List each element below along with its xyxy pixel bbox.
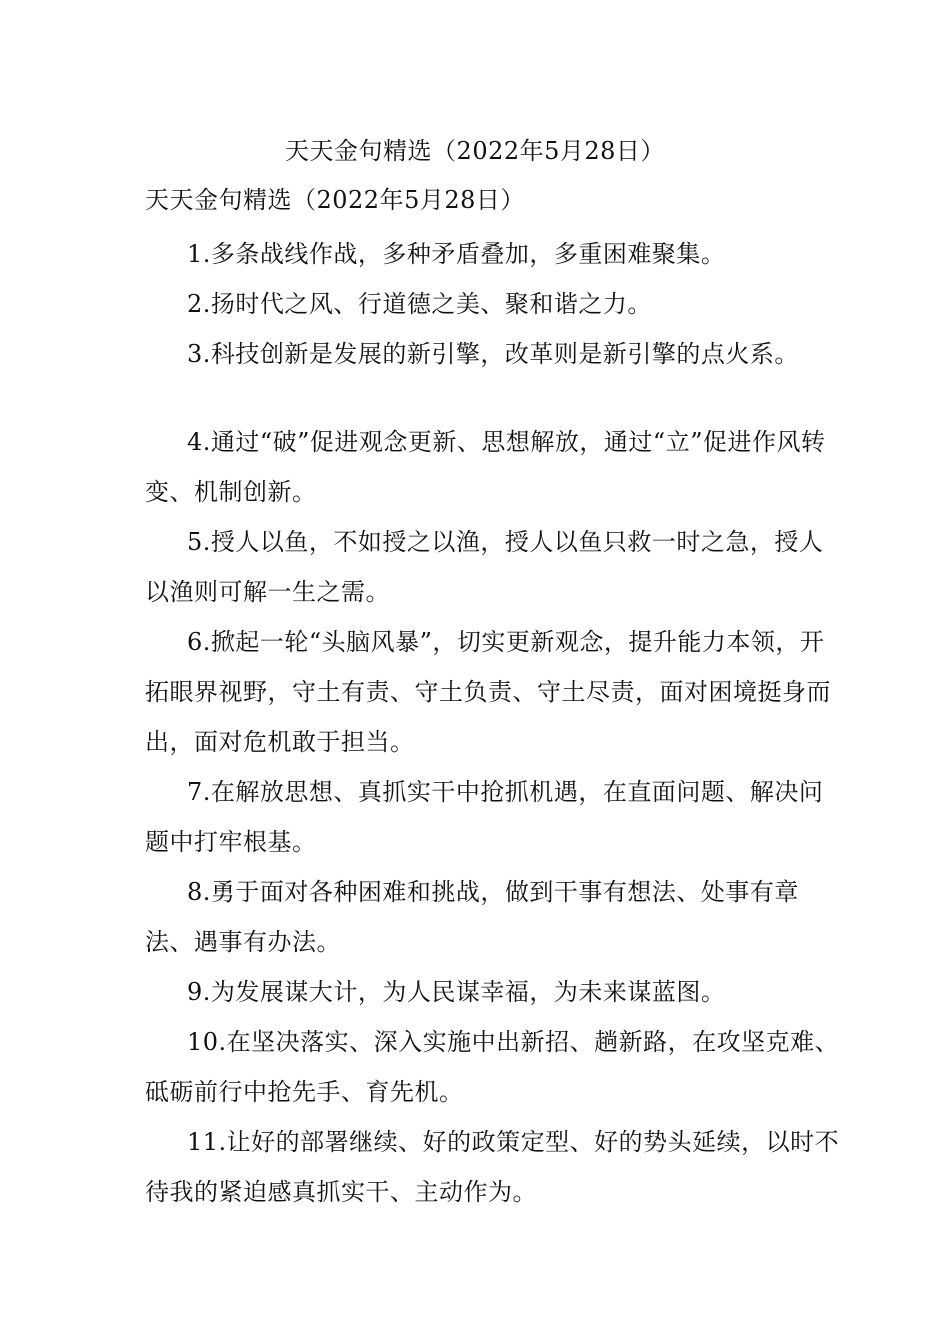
quote-item-6: 6.掀起一轮“头脑风暴”，切实更新观念，提升能力本领，开拓眼界视野，守土有责、守土负责、守土尽责，面对困境挺身而出，面对危机敢于担当。 xyxy=(145,628,831,756)
quote-item-1: 1.多条战线作战，多种矛盾叠加，多重困难聚集。 xyxy=(187,240,726,268)
quote-item-11: 11.让好的部署继续、好的政策定型、好的势头延续，以时不待我的紧迫感真抓实干、主动作为。 xyxy=(145,1128,840,1206)
quote-item-10: 10.在坚决落实、深入实施中出新招、趟新路，在攻坚克难、砥砺前行中抢先手、育先机。 xyxy=(145,1028,840,1106)
quote-item-8: 8.勇于面对各种困难和挑战，做到干事有想法、处事有章法、遇事有办法。 xyxy=(145,878,799,956)
document-title: 天天金句精选（2022年5月28日） xyxy=(285,137,665,165)
quote-item-5: 5.授人以鱼，不如授之以渔，授人以鱼只救一时之急，授人以渔则可解一生之需。 xyxy=(145,528,824,606)
quote-item-3: 3.科技创新是发展的新引擎，改革则是新引擎的点火系。 xyxy=(187,340,799,368)
document-subtitle: 天天金句精选（2022年5月28日） xyxy=(145,186,525,214)
quote-item-2: 2.扬时代之风、行道德之美、聚和谐之力。 xyxy=(187,290,652,318)
quote-item-4: 4.通过“破”促进观念更新、思想解放，通过“立”促进作风转变、机制创新。 xyxy=(145,428,826,506)
quote-item-7: 7.在解放思想、真抓实干中抢抓机遇，在直面问题、解决问题中打牢根基。 xyxy=(145,778,824,856)
quote-list xyxy=(145,229,845,1217)
quote-item-9: 9.为发展谋大计，为人民谋幸福，为未来谋蓝图。 xyxy=(187,978,726,1006)
